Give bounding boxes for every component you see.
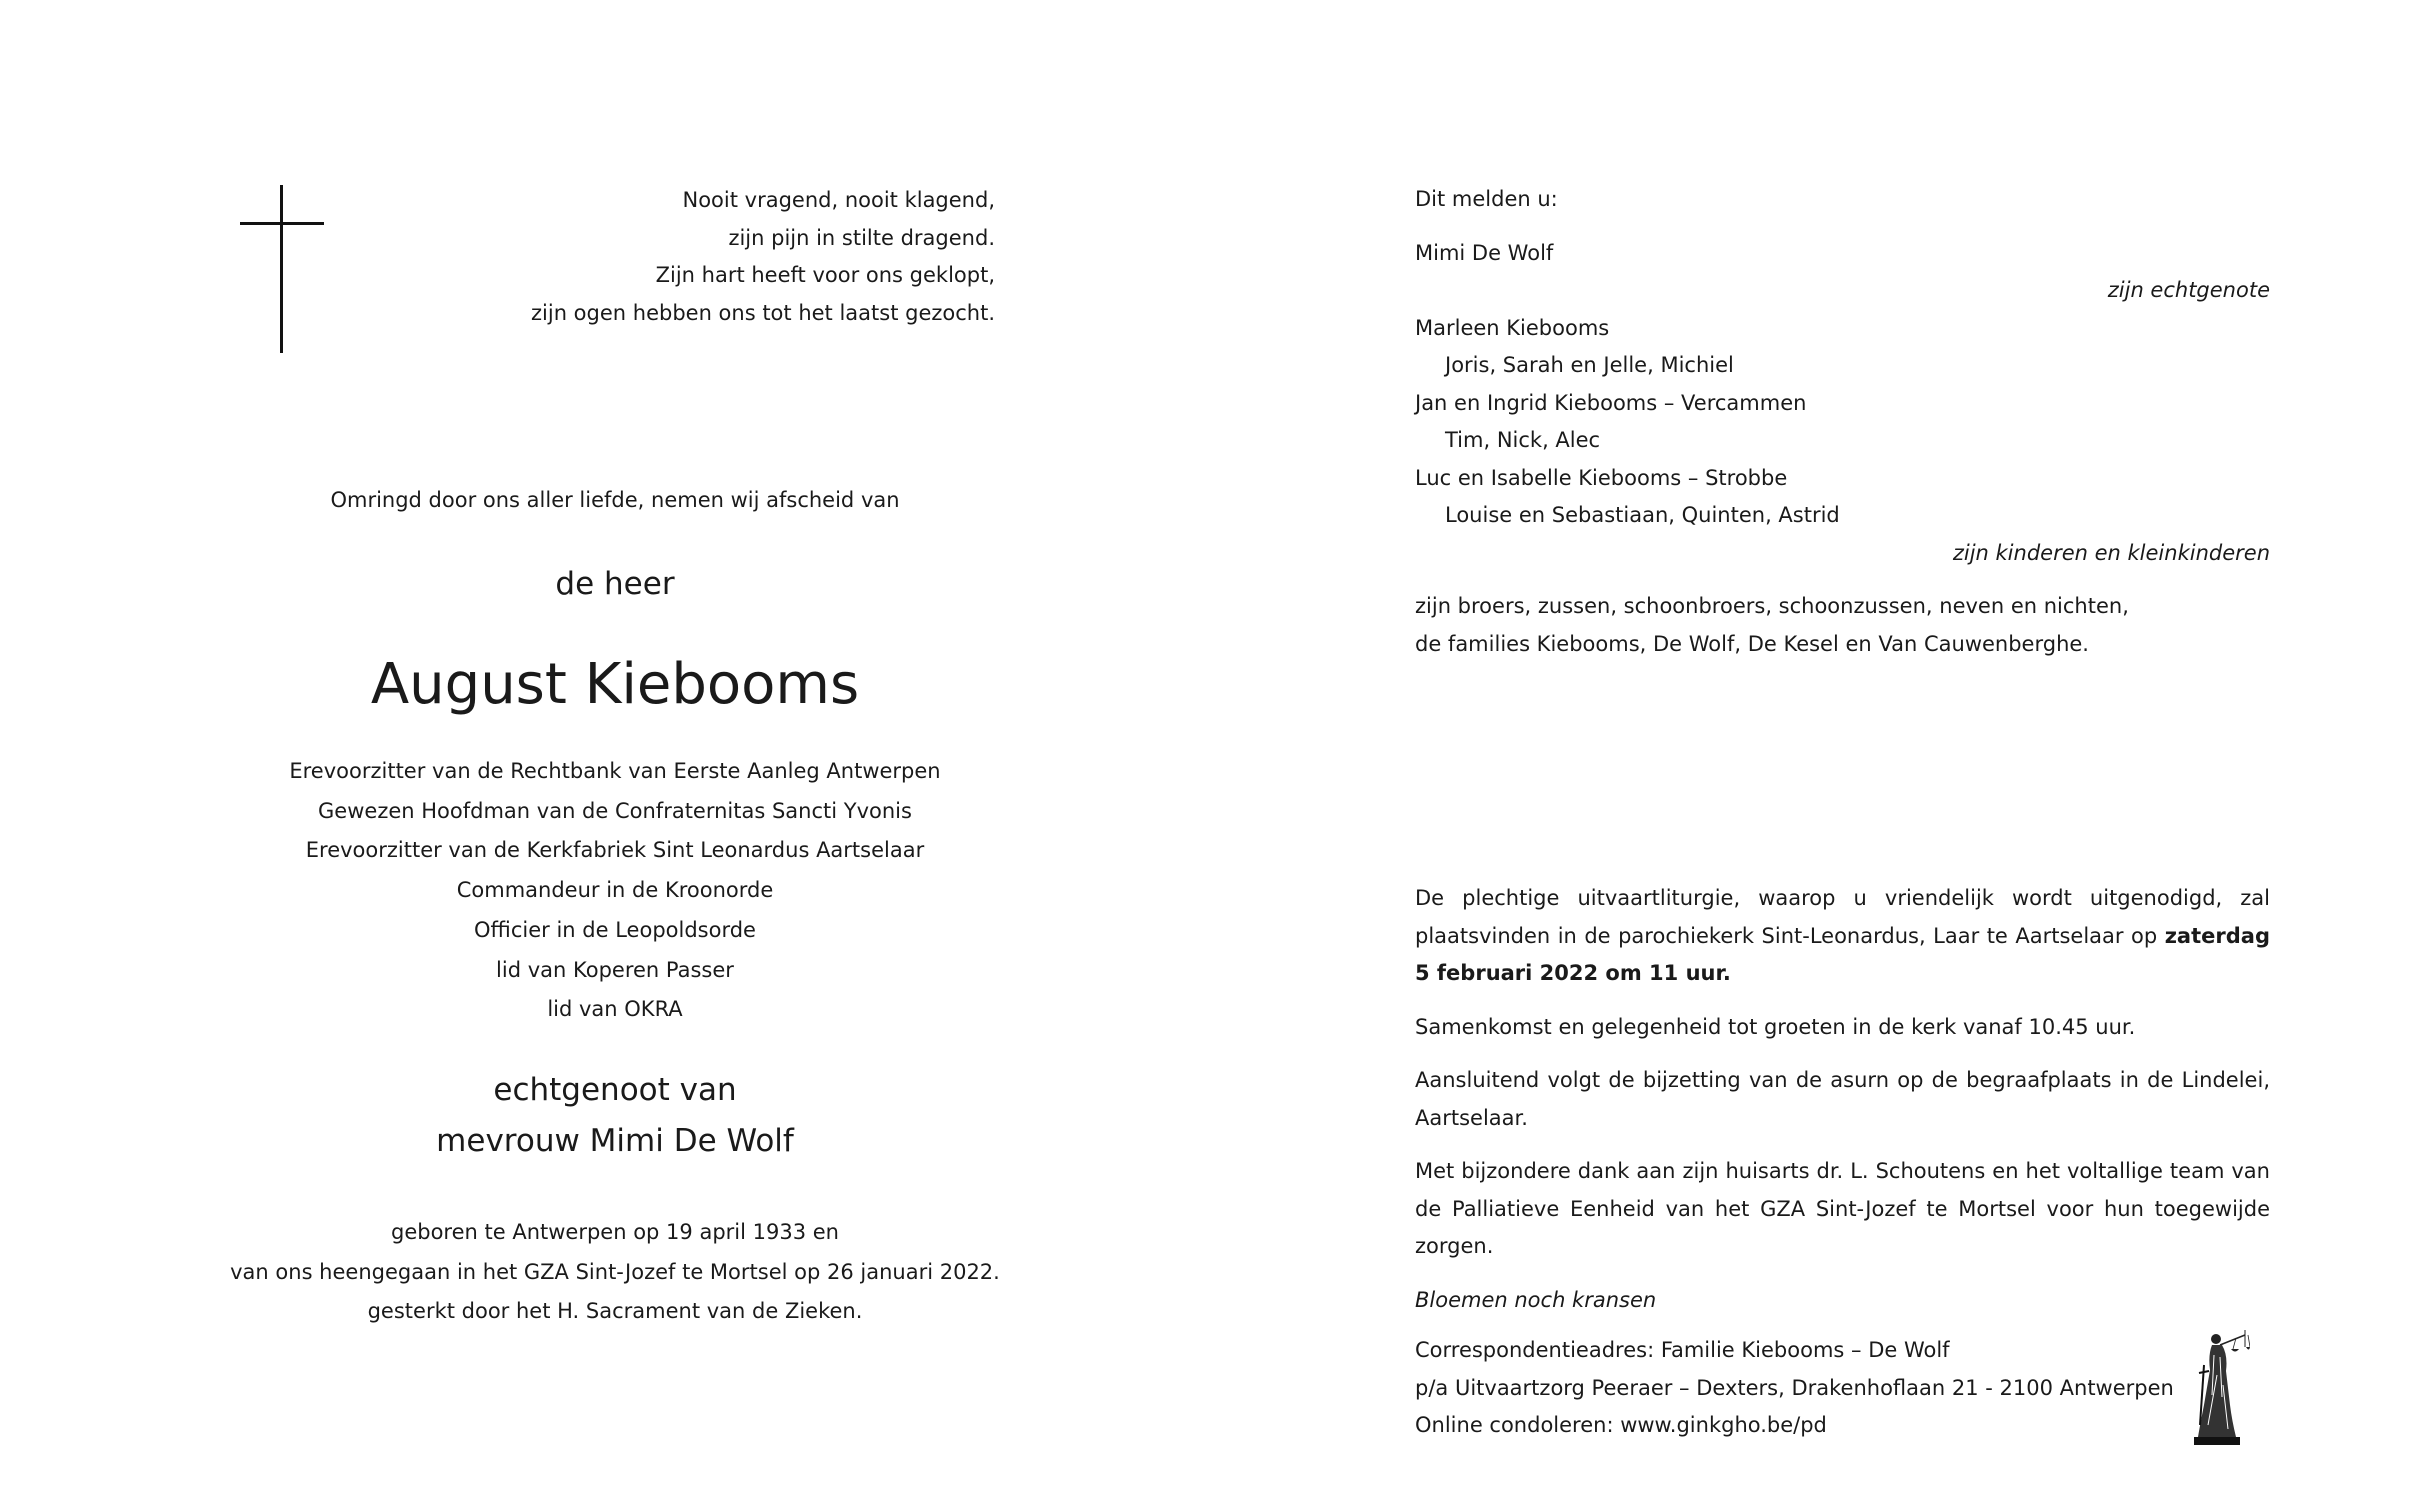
born-line: van ons heengegaan in het GZA Sint-Jozef te Mortsel op 26 januari 2022. [230,1259,1000,1284]
functions-list [200,752,1030,1030]
function-item: Gewezen Hoofdman van de Confraternitas Sancti Yvonis [318,798,912,823]
child-line: Jan en Ingrid Kiebooms – Vercammen [1415,390,1807,415]
thanks-text: Met bijzondere dank aan zijn huisarts dr. L. Schoutens en het voltallige team van de Palliatieve Eenheid van het GZA Sint-Jozef te Mortsel voor hun toegewijde zorgen. [1415,1159,2270,1258]
ceremony-text [1415,880,2270,993]
poem-line: zijn ogen hebben ons tot het laatst gezocht. [531,300,995,325]
intro-text: Omringd door ons aller liefde, nemen wij afscheid van [330,488,900,512]
poem-line: zijn pijn in stilte dragend. [728,225,995,250]
born-line: geboren te Antwerpen op 19 april 1933 en [391,1220,839,1244]
gathering-text: Samenkomst en gelegenheid tot groeten in de kerk vanaf 10.45 uur. [1415,1014,2136,1039]
spouse-line1: echtgenoot van [493,1072,737,1108]
function-item: lid van Koperen Passer [496,957,734,982]
child-line: Marleen Kiebooms [1415,315,1610,340]
announce-heading: Dit melden u: [1415,187,1558,211]
contact-line3: Online condoleren: www.ginkgho.be/pd [1415,1413,1827,1437]
family-line: de families Kiebooms, De Wolf, De Kesel en Van Cauwenberghe. [1415,631,2089,656]
deceased-name: August Kiebooms [370,652,860,717]
wife-role: zijn echtgenote [2107,278,2270,302]
flowers-text: Bloemen noch kransen [1415,1287,1657,1312]
function-item: Erevoorzitter van de Kerkfabriek Sint Leonardus Aartselaar [305,838,925,863]
grandchild-line: Tim, Nick, Alec [1445,428,1601,452]
grandchild-line: Joris, Sarah en Jelle, Michiel [1445,353,1734,377]
spouse-block [200,1065,1030,1167]
function-item: Erevoorzitter van de Rechtbank van Eerste Aanleg Antwerpen [289,759,941,783]
ceremony-block [1415,880,2270,1319]
family-line: zijn broers, zussen, schoonbroers, schoonzussen, neven en nichten, [1415,594,2129,618]
spouse-line2: mevrouw Mimi De Wolf [436,1123,794,1159]
contact-line2: p/a Uitvaartzorg Peeraer – Dexters, Drakenhoflaan 21 - 2100 Antwerpen [1415,1375,2174,1400]
cross-icon-horizontal [240,222,324,225]
cross-icon-vertical [280,185,283,353]
birth-death-block [200,1213,1030,1332]
poem-line: Zijn hart heeft voor ons geklopt, [655,263,995,287]
ceremony-date: zaterdag 5 februari 2022 om 11 uur. [1415,923,2270,985]
child-line: Luc en Isabelle Kiebooms – Strobbe [1415,465,1788,490]
ceremony-text-body: De plechtige uitvaartliturgie, waarop u vriendelijk wordt uitgenodigd, zal plaatsvinden in de parochiekerk Sint-Leonardus, Laar te Aartselaar op [1415,886,2270,948]
children-role: zijn kinderen en kleinkinderen [1952,540,2270,565]
function-item: Officier in de Leopoldsorde [474,917,756,942]
justitia-statue-icon [2190,1325,2250,1445]
wife-name: Mimi De Wolf [1415,240,1554,265]
honorific: de heer [555,566,675,602]
born-line: gesterkt door het H. Sacrament van de Zieken. [367,1299,863,1324]
announcement-block [1415,181,2270,663]
poem [400,182,995,332]
poem-line: Nooit vragend, nooit klagend, [682,188,995,212]
burial-text: Aansluitend volgt de bijzetting van de asurn op de begraafplaats in de Lindelei, Aartselaar. [1415,1068,2270,1130]
contact-block [1415,1332,2270,1445]
function-item: lid van OKRA [547,997,683,1022]
contact-line1: Correspondentieadres: Familie Kiebooms – De Wolf [1415,1338,1950,1362]
grandchild-line: Louise en Sebastiaan, Quinten, Astrid [1445,503,1840,527]
function-item: Commandeur in de Kroonorde [456,878,774,903]
